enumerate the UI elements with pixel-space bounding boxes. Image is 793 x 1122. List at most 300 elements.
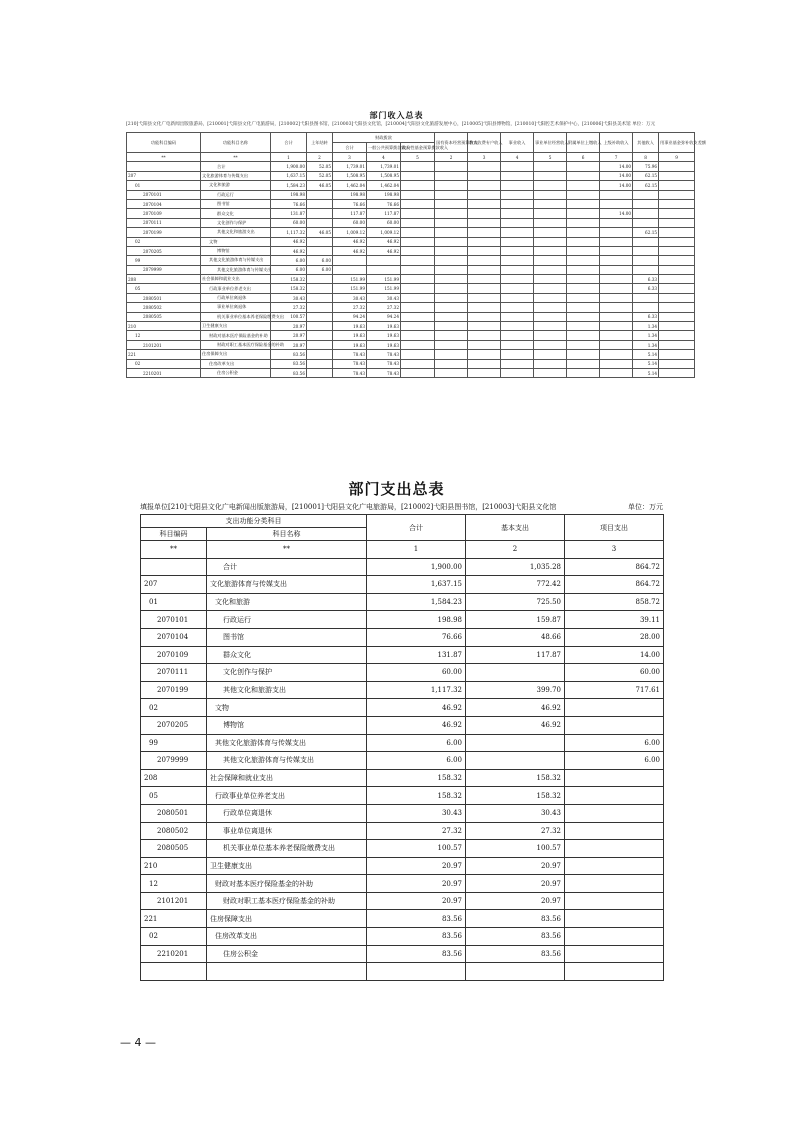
amount-cell: 76.66 <box>367 628 466 646</box>
subject-name-cell: 文化创作与保护 <box>201 218 271 227</box>
subject-code-cell: 02 <box>127 237 201 246</box>
amount-cell <box>659 181 695 190</box>
amount-cell: 864.72 <box>565 558 664 576</box>
amount-cell: 60.00 <box>367 218 401 227</box>
amount-cell: 717.61 <box>565 681 664 699</box>
expense-table <box>140 514 664 981</box>
amount-cell: 46.05 <box>307 181 333 190</box>
amount-cell <box>401 322 435 331</box>
amount-cell <box>501 331 534 340</box>
amount-cell: 20.97 <box>271 322 307 331</box>
amount-cell: 60.00 <box>271 218 307 227</box>
amount-cell <box>401 218 435 227</box>
amount-cell: 27.32 <box>333 303 367 312</box>
amount-cell <box>307 293 333 302</box>
table-row <box>141 787 664 805</box>
subject-name-cell: 住房改革支出 <box>201 359 271 368</box>
amount-cell <box>567 293 600 302</box>
amount-cell <box>567 284 600 293</box>
income-index-cell: 1 <box>271 153 307 162</box>
amount-cell: 48.66 <box>466 628 565 646</box>
subject-code-cell: 221 <box>127 350 201 359</box>
amount-cell <box>468 256 501 265</box>
amount-cell <box>659 275 695 284</box>
amount-cell <box>567 312 600 321</box>
subject-code-cell: 2070111 <box>141 664 207 682</box>
amount-cell: 39.11 <box>565 611 664 629</box>
amount-cell <box>659 218 695 227</box>
subject-name-cell: 机关事业单位基本养老保险缴费支出 <box>201 312 271 321</box>
table-row <box>141 576 664 594</box>
subject-name-cell: 文化旅游体育与传媒支出 <box>207 576 367 594</box>
subject-code-cell: 2070205 <box>141 716 207 734</box>
amount-cell <box>567 246 600 255</box>
income-index-row <box>127 153 695 162</box>
amount-cell <box>565 875 664 893</box>
amount-cell <box>659 209 695 218</box>
amount-cell <box>600 246 633 255</box>
table-row <box>141 593 664 611</box>
amount-cell <box>468 312 501 321</box>
amount-cell: 6.00 <box>565 734 664 752</box>
subject-code-cell: 12 <box>127 331 201 340</box>
income-header-code: 功能科目编码 <box>127 133 201 153</box>
amount-cell <box>659 171 695 180</box>
amount-cell: 20.97 <box>466 892 565 910</box>
expense-index-cell: 3 <box>565 541 664 559</box>
amount-cell: 6.00 <box>271 265 307 274</box>
amount-cell: 6.33 <box>633 275 659 284</box>
subject-name-cell: 文化和旅游 <box>201 181 271 190</box>
amount-cell <box>501 209 534 218</box>
income-header-higher-subsidy: 上级补助收入 <box>600 133 633 153</box>
subject-name-cell: 机关事业单位基本养老保险缴费支出 <box>207 840 367 858</box>
amount-cell <box>468 228 501 237</box>
amount-cell <box>534 199 567 208</box>
table-row <box>127 275 695 284</box>
amount-cell: 75.96 <box>633 162 659 171</box>
amount-cell <box>468 350 501 359</box>
amount-cell: 1,009.12 <box>367 228 401 237</box>
amount-cell <box>466 963 565 981</box>
table-row <box>141 699 664 717</box>
amount-cell: 5.14 <box>633 350 659 359</box>
amount-cell <box>401 359 435 368</box>
amount-cell: 158.32 <box>271 275 307 284</box>
amount-cell: 27.32 <box>367 303 401 312</box>
amount-cell: 20.97 <box>367 892 466 910</box>
amount-cell: 151.99 <box>333 284 367 293</box>
amount-cell <box>565 699 664 717</box>
amount-cell: 60.00 <box>565 664 664 682</box>
expense-header-basic: 基本支出 <box>466 515 565 541</box>
subject-name-cell: 行政单位离退休 <box>201 293 271 302</box>
amount-cell: 62.15 <box>633 171 659 180</box>
amount-cell: 27.32 <box>367 822 466 840</box>
amount-cell <box>659 293 695 302</box>
amount-cell: 60.00 <box>367 664 466 682</box>
income-header-fiscal-group: 财政拨款 <box>333 133 435 143</box>
subject-code-cell: 99 <box>127 256 201 265</box>
amount-cell <box>401 368 435 377</box>
amount-cell <box>565 963 664 981</box>
amount-cell <box>565 769 664 787</box>
amount-cell: 5.14 <box>633 359 659 368</box>
amount-cell <box>501 256 534 265</box>
table-row <box>127 340 695 349</box>
table-row <box>141 681 664 699</box>
amount-cell: 158.32 <box>271 284 307 293</box>
income-header-use-fund: 用事业基金弥补收支差额 <box>659 133 695 153</box>
table-row <box>127 218 695 227</box>
table-row <box>141 910 664 928</box>
amount-cell <box>435 312 468 321</box>
amount-cell: 52.05 <box>307 171 333 180</box>
table-row <box>127 359 695 368</box>
amount-cell <box>633 303 659 312</box>
amount-cell: 1.34 <box>633 340 659 349</box>
subject-name-cell: 群众文化 <box>201 209 271 218</box>
amount-cell: 20.97 <box>367 857 466 875</box>
amount-cell <box>565 928 664 946</box>
amount-cell <box>633 218 659 227</box>
amount-cell <box>659 284 695 293</box>
amount-cell <box>468 237 501 246</box>
unit-label: 单位：万元 <box>628 503 663 511</box>
table-row <box>127 303 695 312</box>
amount-cell <box>501 359 534 368</box>
amount-cell <box>307 190 333 199</box>
amount-cell <box>567 256 600 265</box>
amount-cell: 30.43 <box>333 293 367 302</box>
amount-cell: 117.87 <box>367 209 401 218</box>
amount-cell <box>633 199 659 208</box>
subject-code-cell: 2080502 <box>127 303 201 312</box>
amount-cell <box>307 331 333 340</box>
subject-name-cell <box>207 963 367 981</box>
amount-cell <box>501 190 534 199</box>
amount-cell: 772.42 <box>466 576 565 594</box>
amount-cell <box>567 340 600 349</box>
amount-cell: 117.87 <box>466 646 565 664</box>
amount-cell <box>501 246 534 255</box>
amount-cell: 83.56 <box>271 350 307 359</box>
amount-cell <box>501 340 534 349</box>
filing-unit-text: 填报单位[210]弋阳县文化广电新闻出版旅游局，[210001]弋阳县文化广电旅游局，[210002]弋阳县图书馆，[210003]弋阳县文化馆 <box>140 503 557 511</box>
amount-cell <box>659 265 695 274</box>
amount-cell <box>534 350 567 359</box>
table-row <box>127 171 695 180</box>
income-index-cell: 3 <box>468 153 501 162</box>
amount-cell: 20.97 <box>271 331 307 340</box>
subject-name-cell: 社会保障和就业支出 <box>207 769 367 787</box>
subject-code-cell: 02 <box>141 928 207 946</box>
amount-cell <box>401 162 435 171</box>
amount-cell <box>466 734 565 752</box>
amount-cell <box>501 228 534 237</box>
amount-cell <box>534 293 567 302</box>
amount-cell: 1,584.23 <box>367 593 466 611</box>
amount-cell <box>307 275 333 284</box>
amount-cell: 19.63 <box>333 340 367 349</box>
subject-code-cell: 2070104 <box>141 628 207 646</box>
amount-cell: 46.92 <box>466 716 565 734</box>
amount-cell: 76.66 <box>367 199 401 208</box>
table-row <box>127 322 695 331</box>
amount-cell: 78.43 <box>367 368 401 377</box>
subject-code-cell: 2210201 <box>127 368 201 377</box>
amount-cell <box>501 293 534 302</box>
amount-cell <box>659 190 695 199</box>
amount-cell <box>401 340 435 349</box>
amount-cell: 1,462.04 <box>367 181 401 190</box>
amount-cell: 1,739.01 <box>367 162 401 171</box>
subject-name-cell: 卫生健康支出 <box>201 322 271 331</box>
amount-cell: 46.92 <box>367 699 466 717</box>
amount-cell <box>468 218 501 227</box>
amount-cell: 1,508.95 <box>333 171 367 180</box>
amount-cell <box>401 181 435 190</box>
amount-cell: 20.97 <box>271 340 307 349</box>
subject-name-cell: 群众文化 <box>207 646 367 664</box>
table-row <box>141 769 664 787</box>
amount-cell <box>659 368 695 377</box>
amount-cell: 151.99 <box>367 275 401 284</box>
amount-cell <box>501 265 534 274</box>
income-header-state-capital: 国有资本经营预算收入 <box>435 133 468 153</box>
table-row <box>141 716 664 734</box>
income-header-subordinate: 附属单位上缴收入 <box>567 133 600 153</box>
amount-cell <box>633 265 659 274</box>
amount-cell: 1,637.15 <box>367 576 466 594</box>
subject-code-cell: 208 <box>127 275 201 284</box>
amount-cell <box>600 275 633 284</box>
income-header-name: 功能科目名称 <box>201 133 271 153</box>
amount-cell <box>435 199 468 208</box>
amount-cell <box>600 218 633 227</box>
table-row <box>127 284 695 293</box>
amount-cell: 62.15 <box>633 228 659 237</box>
amount-cell: 158.32 <box>466 769 565 787</box>
subject-code-cell: 208 <box>141 769 207 787</box>
amount-cell: 19.63 <box>367 322 401 331</box>
amount-cell <box>468 368 501 377</box>
subject-code-cell: 2101201 <box>141 892 207 910</box>
amount-cell: 5.14 <box>633 368 659 377</box>
amount-cell <box>600 350 633 359</box>
subject-name-cell: 其他文化旅游体育与传媒支出 <box>207 752 367 770</box>
table-row <box>141 558 664 576</box>
amount-cell: 1,637.15 <box>271 171 307 180</box>
amount-cell: 117.87 <box>333 209 367 218</box>
subject-code-cell: 05 <box>127 284 201 293</box>
amount-cell <box>534 265 567 274</box>
table-row <box>127 293 695 302</box>
income-header-gov-fund: 政府性基金预算拨款收入 <box>401 143 435 153</box>
amount-cell <box>307 218 333 227</box>
amount-cell: 1,584.23 <box>271 181 307 190</box>
amount-cell <box>435 359 468 368</box>
income-index-cell: 9 <box>659 153 695 162</box>
table-row <box>141 875 664 893</box>
subject-name-cell: 文化旅游体育与传媒支出 <box>201 171 271 180</box>
amount-cell <box>600 265 633 274</box>
amount-cell <box>659 228 695 237</box>
subject-code-cell: 2070104 <box>127 199 201 208</box>
income-index-cell: 3 <box>333 153 367 162</box>
amount-cell <box>435 228 468 237</box>
amount-cell: 1,900.00 <box>271 162 307 171</box>
subject-name-cell: 住房公积金 <box>201 368 271 377</box>
amount-cell: 76.66 <box>333 199 367 208</box>
amount-cell <box>468 275 501 284</box>
amount-cell <box>567 228 600 237</box>
subject-name-cell: 其他文化和旅游支出 <box>201 228 271 237</box>
table-row <box>141 928 664 946</box>
amount-cell <box>659 199 695 208</box>
amount-cell <box>534 218 567 227</box>
subject-code-cell: 2070205 <box>127 246 201 255</box>
subject-code-cell: 2101201 <box>127 340 201 349</box>
amount-cell <box>401 256 435 265</box>
income-index-cell: 4 <box>501 153 534 162</box>
income-index-cell: 2 <box>435 153 468 162</box>
amount-cell: 1.34 <box>633 322 659 331</box>
income-index-cell: 4 <box>367 153 401 162</box>
amount-cell <box>567 265 600 274</box>
amount-cell <box>565 804 664 822</box>
amount-cell <box>501 368 534 377</box>
amount-cell: 1.34 <box>633 331 659 340</box>
amount-cell <box>468 265 501 274</box>
amount-cell <box>534 246 567 255</box>
amount-cell: 20.97 <box>466 875 565 893</box>
amount-cell: 83.56 <box>271 359 307 368</box>
subject-name-cell: 文物 <box>201 237 271 246</box>
expense-header-total: 合计 <box>367 515 466 541</box>
amount-cell <box>567 162 600 171</box>
amount-cell: 858.72 <box>565 593 664 611</box>
income-header-general-budget: 一般公共预算拨款收入 <box>367 143 401 153</box>
amount-cell <box>401 350 435 359</box>
subject-name-cell: 卫生健康支出 <box>207 857 367 875</box>
income-header-last-year: 上年结转 <box>307 133 333 153</box>
amount-cell <box>600 284 633 293</box>
amount-cell <box>307 246 333 255</box>
amount-cell <box>307 359 333 368</box>
amount-cell <box>659 312 695 321</box>
amount-cell <box>534 171 567 180</box>
amount-cell <box>565 892 664 910</box>
subject-code-cell: 2070111 <box>127 218 201 227</box>
income-header-fiscal-total: 合计 <box>333 143 367 153</box>
subject-code-cell <box>141 558 207 576</box>
amount-cell <box>565 857 664 875</box>
subject-name-cell: 博物馆 <box>207 716 367 734</box>
income-header-unit-business: 事业单位经营收入 <box>534 133 567 153</box>
amount-cell: 6.00 <box>307 265 333 274</box>
amount-cell <box>435 209 468 218</box>
amount-cell: 198.98 <box>333 190 367 199</box>
amount-cell <box>633 246 659 255</box>
amount-cell: 14.00 <box>600 181 633 190</box>
amount-cell <box>600 359 633 368</box>
amount-cell: 399.70 <box>466 681 565 699</box>
amount-cell: 78.43 <box>333 350 367 359</box>
amount-cell <box>466 752 565 770</box>
amount-cell <box>435 265 468 274</box>
amount-cell <box>501 275 534 284</box>
amount-cell: 46.92 <box>271 246 307 255</box>
amount-cell <box>501 218 534 227</box>
subject-code-cell: 2070101 <box>127 190 201 199</box>
income-index-cell: 8 <box>633 153 659 162</box>
table-row <box>127 209 695 218</box>
table-row <box>127 265 695 274</box>
income-table <box>126 132 707 378</box>
amount-cell: 94.24 <box>333 312 367 321</box>
subject-name-cell: 其他文化旅游体育与传媒支出 <box>201 256 271 265</box>
amount-cell <box>468 246 501 255</box>
amount-cell: 30.43 <box>271 293 307 302</box>
subject-code-cell: 99 <box>141 734 207 752</box>
table-row <box>141 892 664 910</box>
table-row <box>141 628 664 646</box>
amount-cell <box>401 284 435 293</box>
amount-cell <box>534 331 567 340</box>
amount-cell: 78.43 <box>367 350 401 359</box>
subject-code-cell: 2070199 <box>141 681 207 699</box>
amount-cell: 52.05 <box>307 162 333 171</box>
amount-cell <box>565 945 664 963</box>
amount-cell: 46.92 <box>367 237 401 246</box>
amount-cell <box>501 171 534 180</box>
amount-cell <box>659 340 695 349</box>
amount-cell <box>468 190 501 199</box>
amount-cell <box>435 368 468 377</box>
amount-cell <box>501 350 534 359</box>
subject-name-cell: 行政事业单位养老支出 <box>201 284 271 293</box>
income-table-title: 部门收入总表 <box>369 110 424 120</box>
subject-name-cell: 行政运行 <box>201 190 271 199</box>
table-row <box>141 822 664 840</box>
amount-cell: 725.50 <box>466 593 565 611</box>
amount-cell <box>401 171 435 180</box>
amount-cell <box>367 265 401 274</box>
subject-code-cell: 05 <box>141 787 207 805</box>
table-row <box>127 181 695 190</box>
income-header-special-fee: 教育收费专户收入 <box>468 133 501 153</box>
amount-cell <box>567 181 600 190</box>
amount-cell: 46.92 <box>271 237 307 246</box>
expense-table-unit-line <box>140 502 663 512</box>
amount-cell <box>501 284 534 293</box>
amount-cell <box>401 228 435 237</box>
amount-cell: 94.24 <box>367 312 401 321</box>
subject-name-cell: 住房改革支出 <box>207 928 367 946</box>
subject-code-cell: 221 <box>141 910 207 928</box>
subject-name-cell: 图书馆 <box>207 628 367 646</box>
income-header-business-income: 事业收入 <box>501 133 534 153</box>
amount-cell <box>435 162 468 171</box>
amount-cell <box>401 331 435 340</box>
amount-cell <box>659 246 695 255</box>
table-row <box>127 190 695 199</box>
income-header-other-income: 其他收入 <box>633 133 659 153</box>
amount-cell <box>600 256 633 265</box>
amount-cell: 151.99 <box>333 275 367 284</box>
amount-cell <box>307 340 333 349</box>
